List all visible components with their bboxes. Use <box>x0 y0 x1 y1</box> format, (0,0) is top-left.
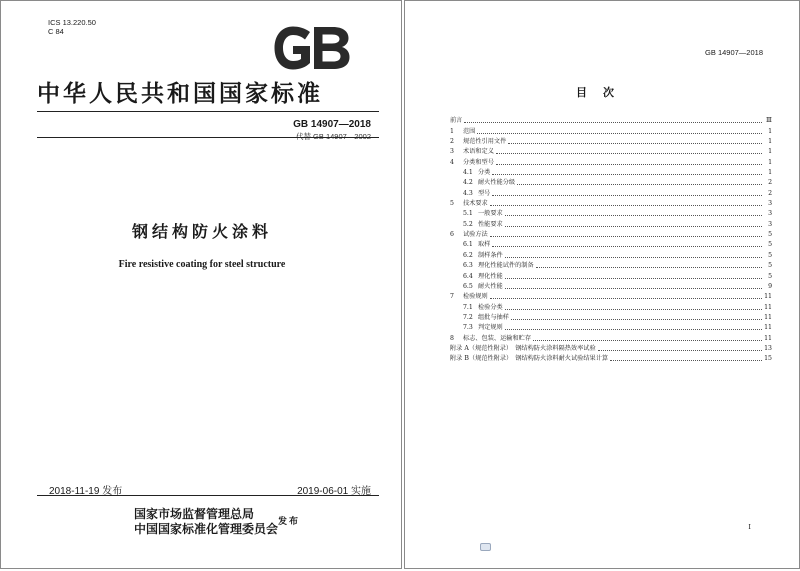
toc-entry-number: 1 <box>450 127 454 135</box>
toc-entry-text: 理化性能 <box>478 272 503 280</box>
toc-entry-text: 理化性能试件的制备 <box>478 262 534 270</box>
toc-entry[interactable] <box>450 353 772 363</box>
toc-entry-page: 1 <box>768 158 772 166</box>
standard-title: 中华人民共和国国家标准 <box>37 81 323 107</box>
toc-entry-text: 检验分类 <box>478 303 503 311</box>
standard-number-block <box>293 119 371 142</box>
toc-entry-text: 附录 A（规范性附录） 钢结构防火涂料隔热效率试验 <box>450 344 596 352</box>
toc-leader-dots <box>505 257 762 258</box>
toc-entry[interactable] <box>450 270 772 280</box>
toc-entry-page: 11 <box>764 334 772 342</box>
toc-entry-text: 取样 <box>478 241 491 249</box>
issuer-1: 国家市场监督管理总局 <box>134 507 255 521</box>
toc-entry[interactable] <box>450 281 772 291</box>
toc-entry-number: 8 <box>450 334 454 342</box>
toc-leader-dots <box>511 319 762 320</box>
toc-entry[interactable] <box>450 239 772 249</box>
toc-entry-number: 4.2 <box>463 179 473 187</box>
toc-entry[interactable] <box>450 229 772 239</box>
bottom-divider <box>37 495 379 496</box>
toc-entry-number: 6.2 <box>463 251 473 259</box>
toc-leader-dots <box>492 246 762 247</box>
document-title-en: Fire resistive coating for steel structure <box>118 259 286 270</box>
toc-entry-text: 检验规则 <box>463 293 488 301</box>
toc-entry-page: 13 <box>764 344 772 352</box>
toc-leader-dots <box>490 205 762 206</box>
page-number: I <box>748 523 751 531</box>
toc-leader-dots <box>505 226 762 227</box>
toc-entry[interactable] <box>450 146 772 156</box>
toc-entry-page: 11 <box>764 313 772 321</box>
toc-entry-page: 15 <box>764 355 772 363</box>
toc-leader-dots <box>492 195 762 196</box>
toc-entry-page: Ⅲ <box>766 117 772 125</box>
toc-entry-text: 范围 <box>463 127 476 135</box>
toc-entry-page: 1 <box>768 169 772 177</box>
toc-entry-number: 6.4 <box>463 272 473 280</box>
toc-leader-dots <box>508 143 762 144</box>
toc-entry-number: 7 <box>450 293 454 301</box>
toc-header-code: GB 14907—2018 <box>705 48 763 57</box>
toc-entry-page: 1 <box>768 148 772 156</box>
toc-leader-dots <box>517 184 762 185</box>
toc-entry-page: 5 <box>768 241 772 249</box>
toc-entry[interactable] <box>450 115 772 125</box>
toc-entry-text: 型号 <box>478 189 491 197</box>
toc-leader-dots <box>505 215 762 216</box>
toc-entry-number: 5 <box>450 200 454 208</box>
toc-entry-number: 5.2 <box>463 220 473 228</box>
toc-entry[interactable] <box>450 136 772 146</box>
toc-entry-number: 7.2 <box>463 313 473 321</box>
ccs-code: C 84 <box>48 27 64 36</box>
ics-code: ICS 13.220.50 <box>48 18 96 27</box>
implement-date: 2019-06-01 实施 <box>297 486 371 497</box>
toc-entry-number: 4.1 <box>463 169 473 177</box>
toc-entry-text: 试验方法 <box>463 231 488 239</box>
toc-entry-text: 标志、包装、运输和贮存 <box>463 334 532 342</box>
toc-entry-text: 制样条件 <box>478 251 503 259</box>
toc-leader-dots <box>496 153 762 154</box>
toc-title: 目次 <box>576 86 630 99</box>
toc-entry[interactable] <box>450 312 772 322</box>
toc-leader-dots <box>505 288 762 289</box>
toc-entry[interactable] <box>450 125 772 135</box>
toc-entry-page: 3 <box>768 200 772 208</box>
toc-entry-page: 1 <box>768 138 772 146</box>
toc-entry-page: 5 <box>768 231 772 239</box>
toc-entry[interactable] <box>450 322 772 332</box>
toc-entry[interactable] <box>450 332 772 342</box>
issuer-2: 中国国家标准化管理委员会 <box>134 522 279 536</box>
top-divider <box>37 111 379 112</box>
toc-entry[interactable] <box>450 208 772 218</box>
toc-entry-text: 术语和定义 <box>463 148 494 156</box>
toc-leader-dots <box>505 309 762 310</box>
toc-leader-dots <box>490 298 762 299</box>
toc-entry-number: 6 <box>450 231 454 239</box>
toc-leader-dots <box>464 122 762 123</box>
toc-leader-dots <box>610 360 762 361</box>
toc-entry-text: 技术要求 <box>463 200 488 208</box>
toc-entry-page: 11 <box>764 324 772 332</box>
issue-date: 2018-11-19 发布 <box>49 486 123 497</box>
toc-entry-text: 性能要求 <box>478 220 503 228</box>
toc-entry-text: 分类 <box>478 169 491 177</box>
toc-entry-page: 9 <box>768 282 772 290</box>
toc-entry-number: 7.1 <box>463 303 473 311</box>
toc-entry-number: 6.1 <box>463 241 473 249</box>
gb-logo-icon <box>273 25 351 71</box>
toc-leader-dots <box>492 174 762 175</box>
standard-number: GB 14907—2018 <box>293 119 371 130</box>
toc-entry-page: 11 <box>764 303 772 311</box>
toc-entry-page: 5 <box>768 262 772 270</box>
toc-leader-dots <box>598 350 762 351</box>
toc-entry-number: 6.5 <box>463 282 473 290</box>
toc-entry[interactable] <box>450 218 772 228</box>
toc-entry-number: 5.1 <box>463 210 473 218</box>
toc-entry-text: 前言 <box>450 117 463 125</box>
number-divider <box>37 137 379 138</box>
toc-entry-page: 5 <box>768 272 772 280</box>
toc-entry[interactable] <box>450 291 772 301</box>
toc-entry-number: 2 <box>450 138 454 146</box>
toc-entry-page: 3 <box>768 210 772 218</box>
toc-page <box>404 0 800 569</box>
toc-entry-number: 4.3 <box>463 189 473 197</box>
toc-entry-text: 判定规则 <box>478 324 503 332</box>
publish-label: 发布 <box>278 517 301 527</box>
toc-entry-text: 一般要求 <box>478 210 503 218</box>
toc-leader-dots <box>490 236 762 237</box>
toc-leader-dots <box>505 329 762 330</box>
document-title-cn: 钢结构防火涂料 <box>131 222 272 241</box>
toc-leader-dots <box>496 164 762 165</box>
toc-entry[interactable] <box>450 343 772 353</box>
toc-list <box>450 115 772 363</box>
toc-entry-page: 2 <box>768 179 772 187</box>
toc-entry-page: 3 <box>768 220 772 228</box>
document-badge-icon <box>480 543 491 551</box>
toc-entry-text: 分类和型号 <box>463 158 494 166</box>
toc-leader-dots <box>536 267 762 268</box>
toc-entry-text: 耐火性能分级 <box>478 179 516 187</box>
toc-entry-number: 4 <box>450 158 454 166</box>
toc-entry-page: 2 <box>768 189 772 197</box>
toc-entry-number: 3 <box>450 148 454 156</box>
toc-entry-text: 耐火性能 <box>478 282 503 290</box>
toc-entry-page: 5 <box>768 251 772 259</box>
toc-entry-text: 规范性引用文件 <box>463 138 507 146</box>
toc-entry[interactable] <box>450 177 772 187</box>
toc-entry-page: 1 <box>768 127 772 135</box>
toc-entry[interactable] <box>450 249 772 259</box>
issuer-block <box>134 507 278 537</box>
ics-code-block <box>48 18 96 36</box>
toc-entry[interactable] <box>450 301 772 311</box>
toc-entry[interactable] <box>450 260 772 270</box>
toc-entry-page: 11 <box>764 293 772 301</box>
toc-leader-dots <box>505 278 762 279</box>
replaces-note: 代替 GB 14907—2002 <box>295 132 371 141</box>
toc-entry-number: 7.3 <box>463 324 473 332</box>
toc-entry[interactable] <box>450 167 772 177</box>
toc-entry[interactable] <box>450 156 772 166</box>
toc-entry[interactable] <box>450 198 772 208</box>
toc-entry[interactable] <box>450 187 772 197</box>
toc-leader-dots <box>477 133 762 134</box>
toc-entry-text: 组批与抽样 <box>478 313 509 321</box>
toc-entry-number: 6.3 <box>463 262 473 270</box>
toc-leader-dots <box>533 340 762 341</box>
toc-entry-text: 附录 B（规范性附录） 钢结构防火涂料耐火试验结果计算 <box>450 355 609 363</box>
